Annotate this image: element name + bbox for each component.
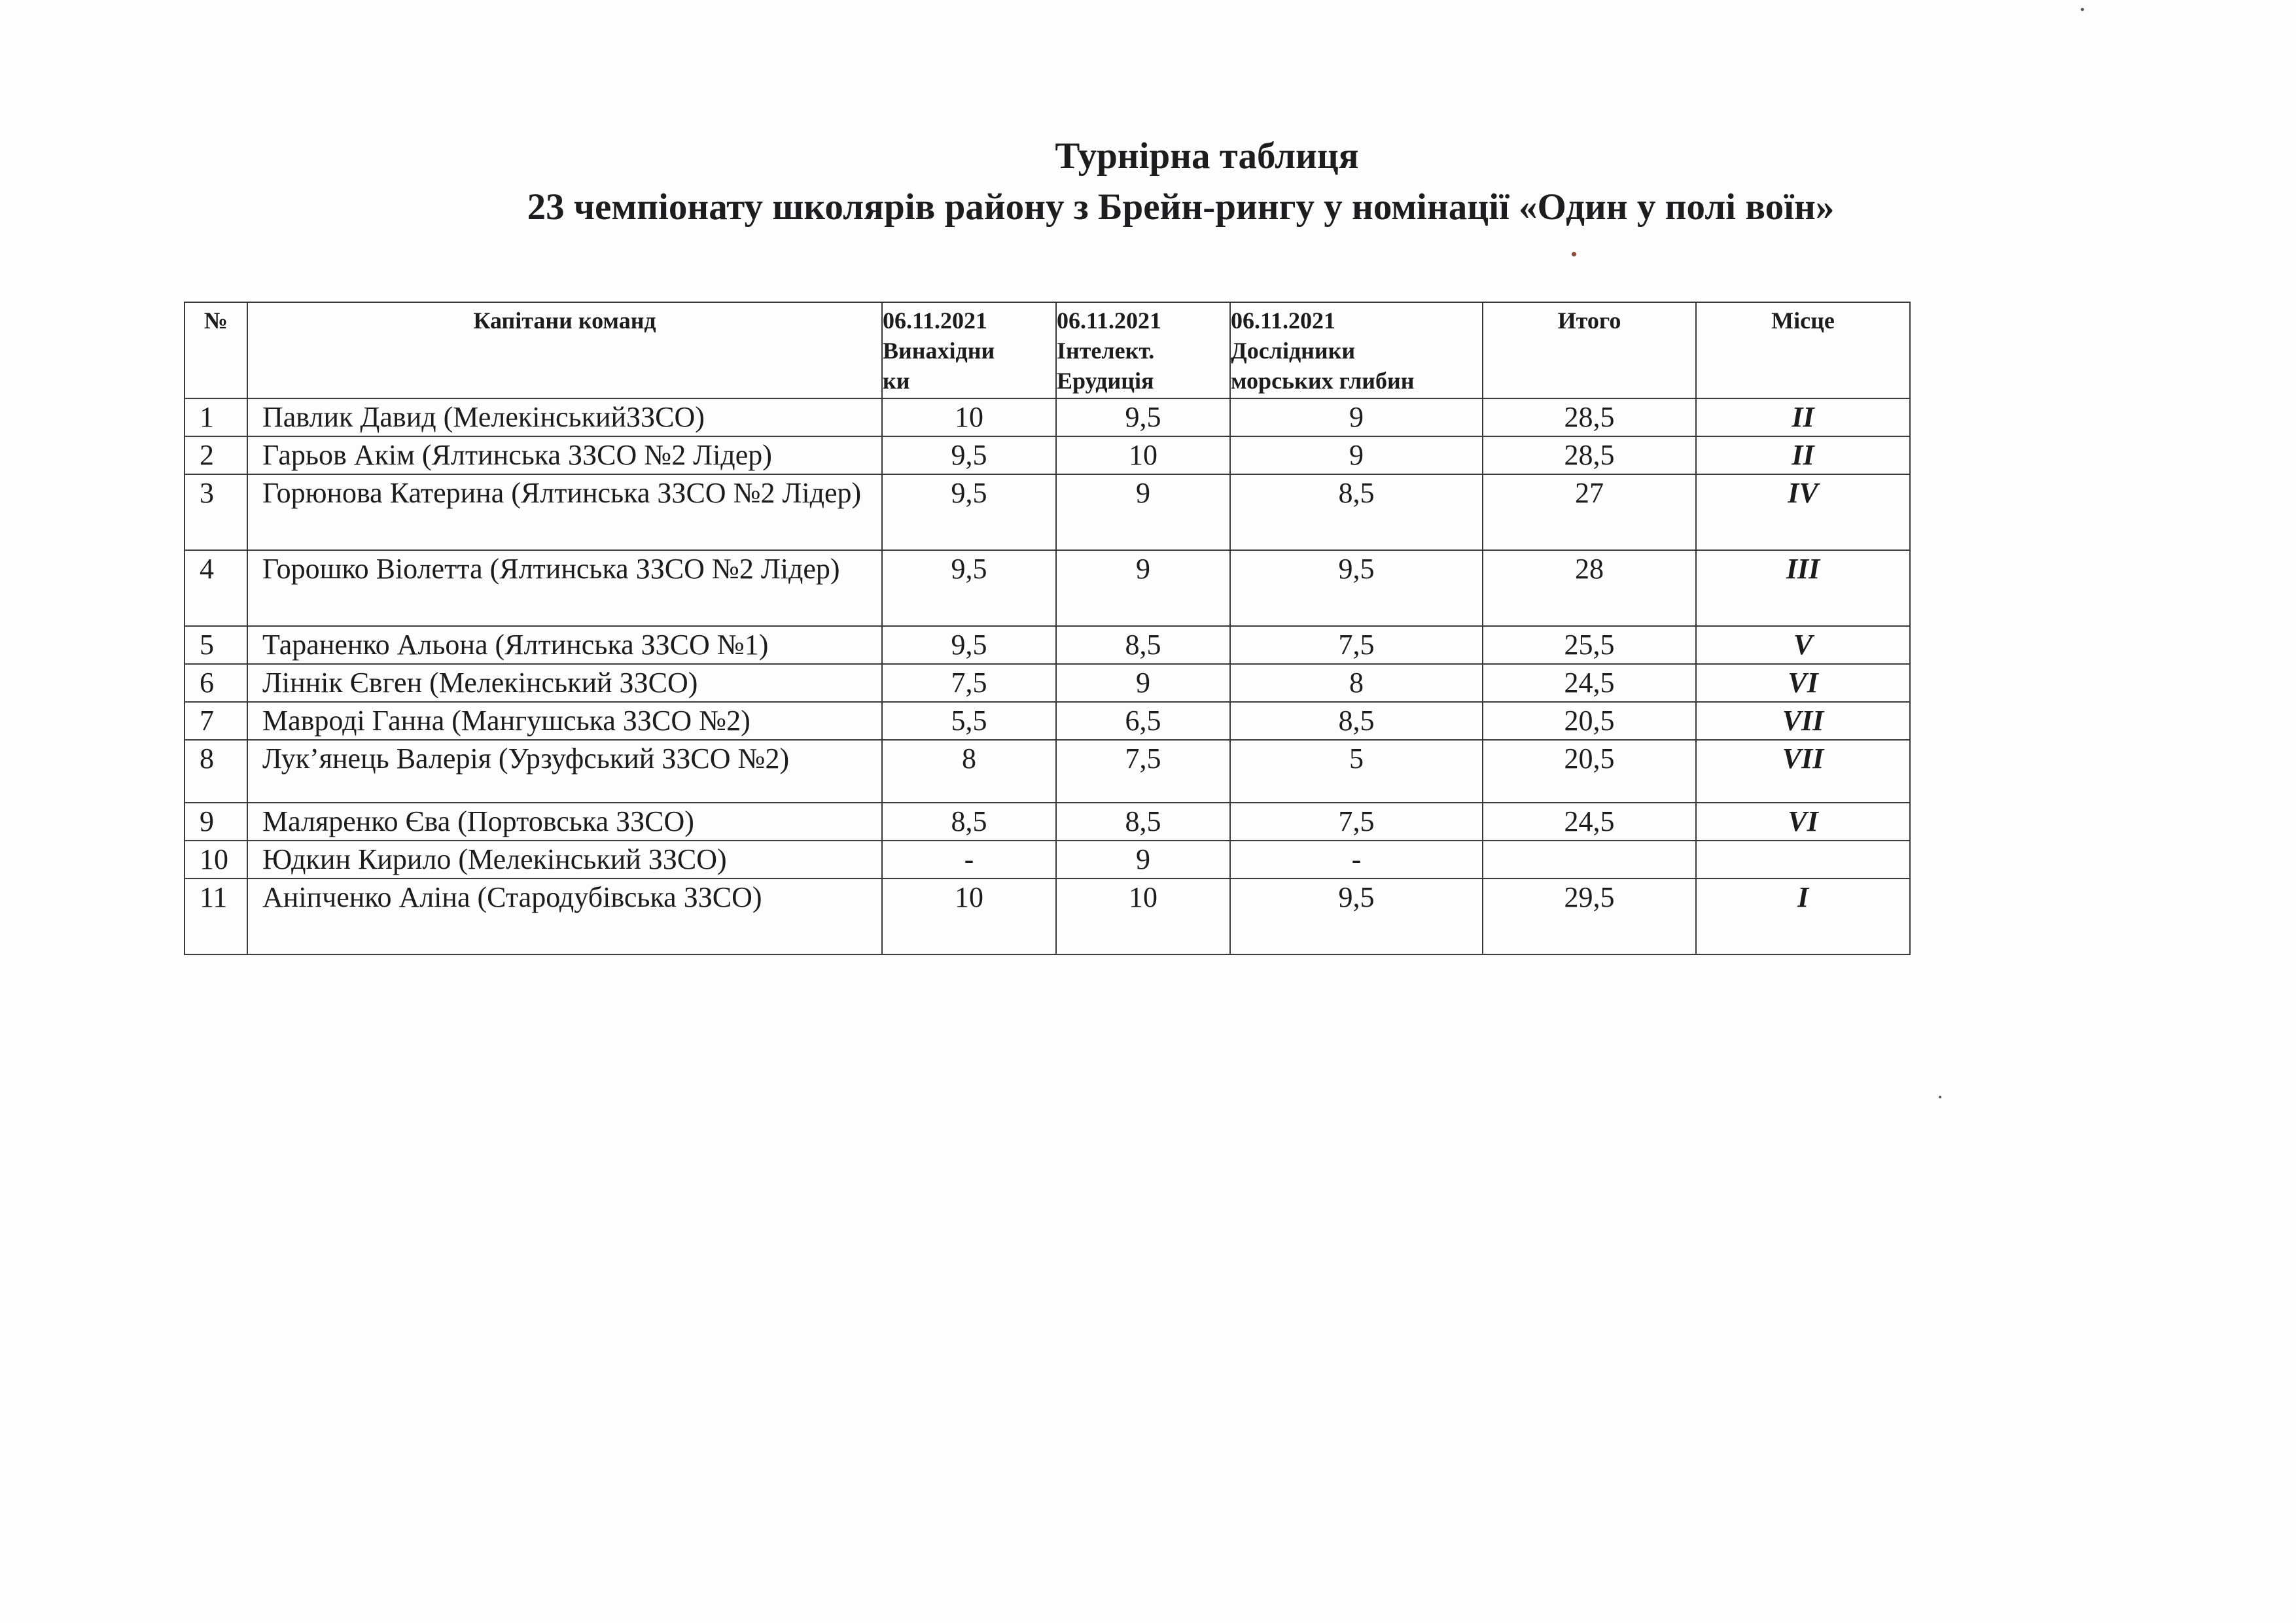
page-subtitle: 23 чемпіонату школярів району з Брейн-рингу у номінації «Один у полі воїн» — [527, 186, 1835, 228]
cell-round-1: 10 — [882, 879, 1056, 954]
cell-round-2: 9 — [1056, 550, 1230, 626]
cell-round-3: 9,5 — [1230, 879, 1483, 954]
cell-captain: Лук’янець Валерія (Урзуфський ЗЗСО №2) — [247, 740, 882, 803]
cell-round-1: 8 — [882, 740, 1056, 803]
cell-round-2: 9 — [1056, 664, 1230, 702]
cell-place: V — [1696, 626, 1910, 664]
header-round-3 — [1230, 302, 1483, 398]
table-row — [185, 436, 1910, 474]
cell-num: 2 — [185, 436, 247, 474]
cell-round-2: 7,5 — [1056, 740, 1230, 803]
cell-place: IV — [1696, 474, 1910, 550]
cell-num: 11 — [185, 879, 247, 954]
cell-place: VII — [1696, 702, 1910, 740]
cell-total: 28 — [1483, 550, 1696, 626]
table-row — [185, 664, 1910, 702]
cell-total: 27 — [1483, 474, 1696, 550]
cell-round-3: 7,5 — [1230, 803, 1483, 841]
cell-round-3: 5 — [1230, 740, 1483, 803]
cell-round-1: 9,5 — [882, 474, 1056, 550]
cell-total: 28,5 — [1483, 398, 1696, 436]
cell-place: II — [1696, 398, 1910, 436]
cell-round-1: - — [882, 841, 1056, 879]
table-row — [185, 879, 1910, 954]
header-round-3-name-b: морських глибин — [1231, 368, 1415, 394]
scan-speck — [2081, 8, 2084, 11]
scan-speck — [1939, 1096, 1941, 1098]
table-row — [185, 740, 1910, 803]
cell-num: 7 — [185, 702, 247, 740]
cell-num: 10 — [185, 841, 247, 879]
header-captains: Капітани команд — [247, 302, 882, 398]
table-row — [185, 702, 1910, 740]
header-round-1-name-b: ки — [883, 368, 910, 394]
cell-round-2: 9,5 — [1056, 398, 1230, 436]
cell-place: II — [1696, 436, 1910, 474]
cell-round-1: 8,5 — [882, 803, 1056, 841]
cell-place: III — [1696, 550, 1910, 626]
cell-place: VI — [1696, 664, 1910, 702]
cell-round-2: 9 — [1056, 474, 1230, 550]
table-row — [185, 626, 1910, 664]
cell-round-3: 8,5 — [1230, 474, 1483, 550]
cell-round-3: 7,5 — [1230, 626, 1483, 664]
cell-place — [1696, 841, 1910, 879]
cell-total: 24,5 — [1483, 664, 1696, 702]
cell-round-1: 5,5 — [882, 702, 1056, 740]
cell-round-1: 7,5 — [882, 664, 1056, 702]
cell-round-2: 9 — [1056, 841, 1230, 879]
cell-num: 6 — [185, 664, 247, 702]
cell-captain: Тараненко Альона (Ялтинська ЗЗСО №1) — [247, 626, 882, 664]
header-round-1 — [882, 302, 1056, 398]
cell-round-1: 10 — [882, 398, 1056, 436]
header-round-2 — [1056, 302, 1230, 398]
cell-num: 5 — [185, 626, 247, 664]
scan-speck — [1572, 252, 1576, 256]
cell-captain: Ліннік Євген (Мелекінський ЗЗСО) — [247, 664, 882, 702]
cell-total: 20,5 — [1483, 702, 1696, 740]
cell-round-3: 9,5 — [1230, 550, 1483, 626]
cell-round-2: 6,5 — [1056, 702, 1230, 740]
cell-round-1: 9,5 — [882, 436, 1056, 474]
header-round-2-date: 06.11.2021 — [1057, 307, 1162, 334]
table-row — [185, 550, 1910, 626]
header-num: № — [185, 302, 247, 398]
cell-place: VI — [1696, 803, 1910, 841]
cell-total: 20,5 — [1483, 740, 1696, 803]
cell-place: VII — [1696, 740, 1910, 803]
cell-captain: Юдкин Кирило (Мелекінський ЗЗСО) — [247, 841, 882, 879]
cell-num: 3 — [185, 474, 247, 550]
header-round-3-date: 06.11.2021 — [1231, 307, 1336, 334]
header-round-2-name-a: Інтелект. — [1057, 338, 1155, 364]
table-row — [185, 398, 1910, 436]
cell-round-2: 8,5 — [1056, 626, 1230, 664]
header-place: Місце — [1696, 302, 1910, 398]
cell-num: 1 — [185, 398, 247, 436]
cell-round-2: 8,5 — [1056, 803, 1230, 841]
cell-total: 28,5 — [1483, 436, 1696, 474]
cell-round-3: 9 — [1230, 436, 1483, 474]
cell-captain: Аніпченко Аліна (Стародубівська ЗЗСО) — [247, 879, 882, 954]
cell-num: 9 — [185, 803, 247, 841]
cell-place: I — [1696, 879, 1910, 954]
cell-captain: Мавроді Ганна (Мангушська ЗЗСО №2) — [247, 702, 882, 740]
table-header-row — [185, 302, 1910, 398]
cell-round-1: 9,5 — [882, 626, 1056, 664]
cell-round-2: 10 — [1056, 879, 1230, 954]
cell-num: 4 — [185, 550, 247, 626]
header-round-3-name-a: Дослідники — [1231, 338, 1356, 364]
header-round-1-name-a: Винахідни — [883, 338, 995, 364]
table-row — [185, 841, 1910, 879]
cell-total — [1483, 841, 1696, 879]
cell-total: 25,5 — [1483, 626, 1696, 664]
page-title: Турнірна таблиця — [1055, 135, 1359, 177]
cell-captain: Горюнова Катерина (Ялтинська ЗЗСО №2 Лідер) — [247, 474, 882, 550]
results-table — [184, 302, 1911, 955]
cell-captain: Маляренко Єва (Портовська ЗЗСО) — [247, 803, 882, 841]
cell-round-2: 10 — [1056, 436, 1230, 474]
cell-captain: Павлик Давид (МелекінськийЗЗСО) — [247, 398, 882, 436]
table-row — [185, 474, 1910, 550]
cell-total: 24,5 — [1483, 803, 1696, 841]
header-total: Итого — [1483, 302, 1696, 398]
cell-round-3: 8,5 — [1230, 702, 1483, 740]
title-block — [0, 131, 2296, 233]
cell-round-3: 9 — [1230, 398, 1483, 436]
cell-captain: Горошко Віолетта (Ялтинська ЗЗСО №2 Лідер) — [247, 550, 882, 626]
header-round-1-date: 06.11.2021 — [883, 307, 988, 334]
cell-total: 29,5 — [1483, 879, 1696, 954]
header-round-2-name-b: Ерудиція — [1057, 368, 1154, 394]
cell-captain: Гарьов Акім (Ялтинська ЗЗСО №2 Лідер) — [247, 436, 882, 474]
table-row — [185, 803, 1910, 841]
cell-num: 8 — [185, 740, 247, 803]
cell-round-3: - — [1230, 841, 1483, 879]
cell-round-1: 9,5 — [882, 550, 1056, 626]
cell-round-3: 8 — [1230, 664, 1483, 702]
